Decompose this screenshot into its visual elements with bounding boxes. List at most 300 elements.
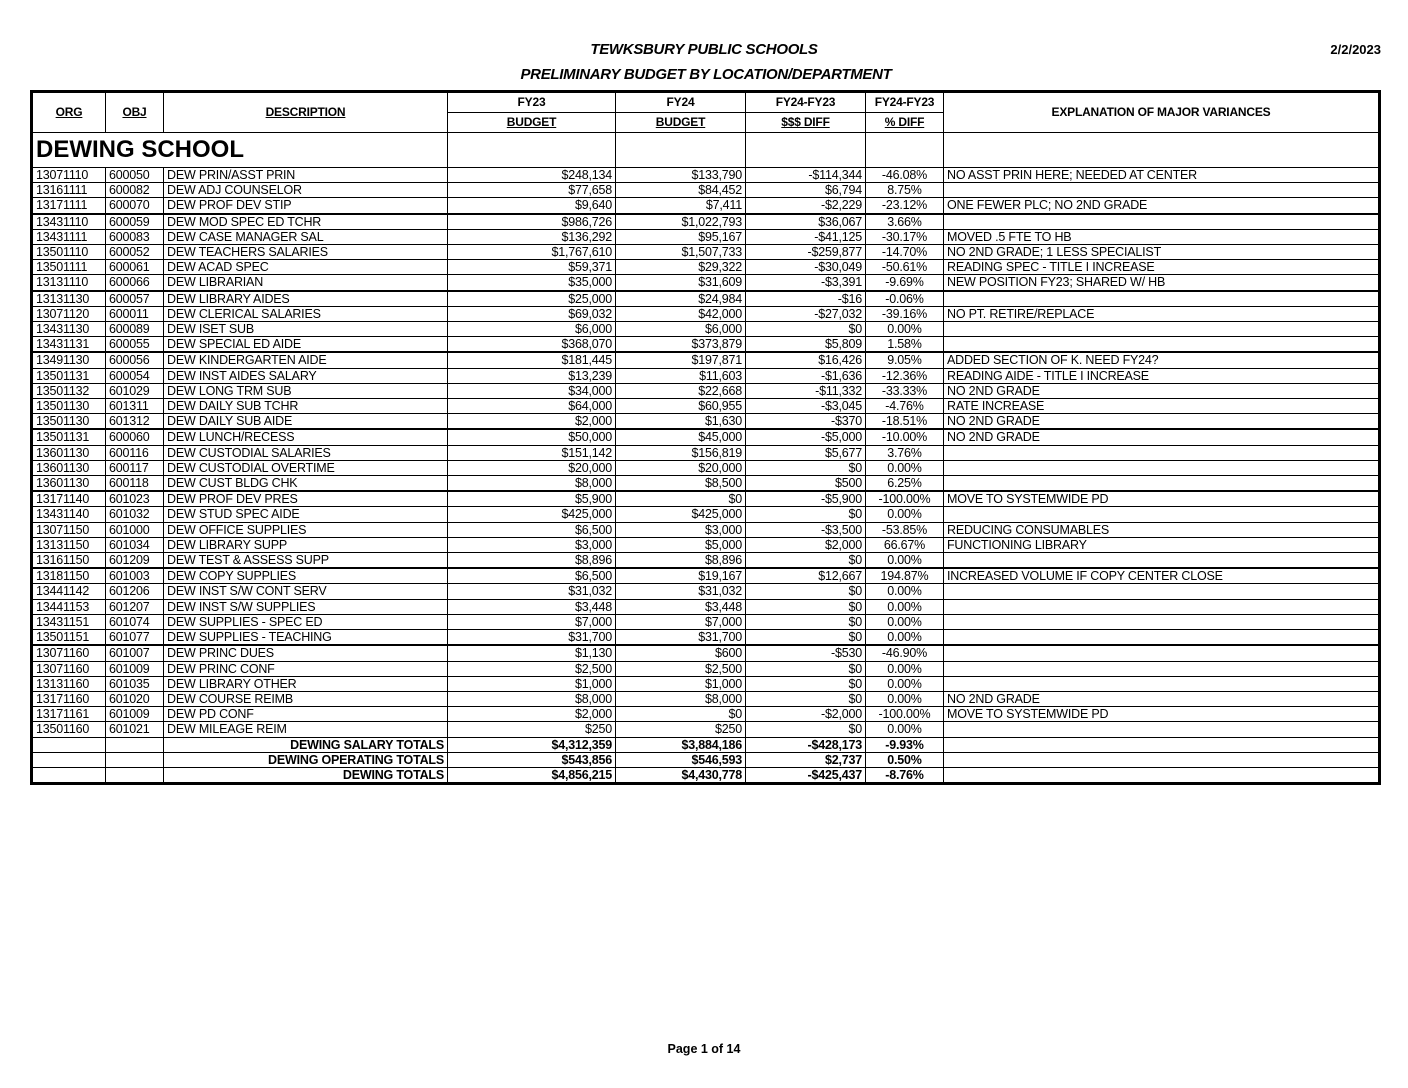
cell-fy23-budget: $986,726 xyxy=(448,214,616,230)
cell-org: 13501131 xyxy=(32,429,106,445)
cell-description: DEW INST S/W SUPPLIES xyxy=(164,599,448,614)
column-header-org: ORG xyxy=(32,92,106,133)
cell-explanation xyxy=(944,584,1380,599)
table-row xyxy=(32,553,1380,569)
cell-fy24-budget: $95,167 xyxy=(616,229,746,244)
cell-dollar-diff: -$16 xyxy=(746,291,866,307)
cell-dollar-diff: $0 xyxy=(746,722,866,737)
cell-org: 13431131 xyxy=(32,337,106,353)
cell-obj: 600117 xyxy=(106,460,164,475)
cell-org-empty xyxy=(32,737,106,752)
table-row xyxy=(32,568,1380,584)
cell-fy24-budget: $1,000 xyxy=(616,676,746,691)
cell-pct-diff: 194.87% xyxy=(866,568,944,584)
cell-fy24-budget: $0 xyxy=(616,491,746,507)
cell-explanation xyxy=(944,322,1380,337)
cell-fy24-budget: $42,000 xyxy=(616,306,746,321)
cell-fy24-budget: $84,452 xyxy=(616,183,746,198)
cell-obj: 600089 xyxy=(106,322,164,337)
cell-dollar-diff: $0 xyxy=(746,553,866,569)
cell-obj: 601009 xyxy=(106,661,164,676)
cell-fy24-budget: $7,000 xyxy=(616,614,746,629)
cell-explanation: READING AIDE - TITLE I INCREASE xyxy=(944,368,1380,383)
cell-fy23-budget: $181,445 xyxy=(448,352,616,368)
cell-explanation xyxy=(944,476,1380,492)
cell-pct-diff: 9.05% xyxy=(866,352,944,368)
table-row xyxy=(32,352,1380,368)
table-row xyxy=(32,522,1380,537)
cell-fy24-budget: $2,500 xyxy=(616,661,746,676)
cell-fy24-budget: $197,871 xyxy=(616,352,746,368)
cell-description: DEW ISET SUB xyxy=(164,322,448,337)
cell-fy24-budget: $5,000 xyxy=(616,537,746,552)
cell-fy24-budget: $156,819 xyxy=(616,445,746,460)
cell-obj: 600116 xyxy=(106,445,164,460)
cell-dollar-diff: $0 xyxy=(746,661,866,676)
cell-org: 13501160 xyxy=(32,722,106,737)
cell-pct-diff: 0.00% xyxy=(866,630,944,646)
cell-description: DEW SPECIAL ED AIDE xyxy=(164,337,448,353)
cell-pct-diff: -46.90% xyxy=(866,645,944,661)
cell-explanation: NO 2ND GRADE xyxy=(944,414,1380,430)
column-subheader-dollar-diff: $$$ DIFF xyxy=(746,113,866,133)
cell-fy24-budget: $29,322 xyxy=(616,260,746,275)
cell-fy23-budget: $77,658 xyxy=(448,183,616,198)
total-dollar-diff: $2,737 xyxy=(746,752,866,767)
table-row xyxy=(32,399,1380,414)
cell-fy24-budget: $31,609 xyxy=(616,275,746,291)
totals-row xyxy=(32,752,1380,767)
table-row xyxy=(32,260,1380,275)
cell-explanation: MOVE TO SYSTEMWIDE PD xyxy=(944,491,1380,507)
cell-org: 13131160 xyxy=(32,676,106,691)
cell-org: 13071160 xyxy=(32,661,106,676)
cell-description: DEW LUNCH/RECESS xyxy=(164,429,448,445)
cell-dollar-diff: $36,067 xyxy=(746,214,866,230)
cell-explanation: NEW POSITION FY23; SHARED W/ HB xyxy=(944,275,1380,291)
total-fy24-budget: $546,593 xyxy=(616,752,746,767)
cell-fy23-budget: $250 xyxy=(448,722,616,737)
cell-description: DEW PD CONF xyxy=(164,707,448,722)
cell-obj: 600056 xyxy=(106,352,164,368)
total-pct-diff: 0.50% xyxy=(866,752,944,767)
cell-fy23-budget: $3,000 xyxy=(448,537,616,552)
cell-obj: 600060 xyxy=(106,429,164,445)
cell-description: DEW DAILY SUB AIDE xyxy=(164,414,448,430)
cell-dollar-diff: $16,426 xyxy=(746,352,866,368)
cell-description: DEW LIBRARY OTHER xyxy=(164,676,448,691)
cell-obj: 600052 xyxy=(106,245,164,260)
cell-pct-diff: -53.85% xyxy=(866,522,944,537)
cell-fy23-budget: $425,000 xyxy=(448,507,616,522)
column-header-pct: FY24-FY23 xyxy=(866,92,944,113)
table-row xyxy=(32,368,1380,383)
cell-fy23-budget: $13,239 xyxy=(448,368,616,383)
table-row xyxy=(32,229,1380,244)
column-subheader-fy24-budget: BUDGET xyxy=(616,113,746,133)
cell-dollar-diff: $500 xyxy=(746,476,866,492)
cell-pct-diff: -23.12% xyxy=(866,198,944,214)
cell-description: DEW TEACHERS SALARIES xyxy=(164,245,448,260)
cell-dollar-diff: -$370 xyxy=(746,414,866,430)
cell-dollar-diff: -$3,391 xyxy=(746,275,866,291)
cell-org: 13161150 xyxy=(32,553,106,569)
cell-dollar-diff: $5,809 xyxy=(746,337,866,353)
cell-explanation: ADDED SECTION OF K. NEED FY24? xyxy=(944,352,1380,368)
cell-description: DEW LIBRARY SUPP xyxy=(164,537,448,552)
cell-explanation xyxy=(944,507,1380,522)
cell-dollar-diff: -$1,636 xyxy=(746,368,866,383)
table-row xyxy=(32,630,1380,646)
cell-obj: 601029 xyxy=(106,383,164,398)
cell-fy23-budget: $59,371 xyxy=(448,260,616,275)
total-pct-diff: -9.93% xyxy=(866,737,944,752)
cell-org: 13131110 xyxy=(32,275,106,291)
cell-dollar-diff: -$30,049 xyxy=(746,260,866,275)
cell-explanation: NO ASST PRIN HERE; NEEDED AT CENTER xyxy=(944,168,1380,183)
cell-obj: 600055 xyxy=(106,337,164,353)
cell-dollar-diff: -$530 xyxy=(746,645,866,661)
cell-dollar-diff: $0 xyxy=(746,630,866,646)
cell-fy23-budget: $1,000 xyxy=(448,676,616,691)
cell-dollar-diff: $0 xyxy=(746,584,866,599)
cell-obj: 600050 xyxy=(106,168,164,183)
cell-description: DEW CUST BLDG CHK xyxy=(164,476,448,492)
cell-org: 13071150 xyxy=(32,522,106,537)
cell-pct-diff: -100.00% xyxy=(866,491,944,507)
cell-fy23-budget: $7,000 xyxy=(448,614,616,629)
cell-description: DEW PRINC DUES xyxy=(164,645,448,661)
table-row xyxy=(32,214,1380,230)
table-row xyxy=(32,383,1380,398)
cell-org: 13171160 xyxy=(32,691,106,706)
cell-dollar-diff: -$2,000 xyxy=(746,707,866,722)
table-row xyxy=(32,460,1380,475)
cell-fy24-budget: $31,700 xyxy=(616,630,746,646)
cell-description: DEW COURSE REIMB xyxy=(164,691,448,706)
cell-org: 13171111 xyxy=(32,198,106,214)
table-row xyxy=(32,691,1380,706)
cell-obj: 601003 xyxy=(106,568,164,584)
cell-pct-diff: 0.00% xyxy=(866,322,944,337)
cell-description: DEW ACAD SPEC xyxy=(164,260,448,275)
cell-fy23-budget: $34,000 xyxy=(448,383,616,398)
table-row xyxy=(32,337,1380,353)
cell-fy23-budget: $25,000 xyxy=(448,291,616,307)
cell-org: 13491130 xyxy=(32,352,106,368)
cell-description: DEW MOD SPEC ED TCHR xyxy=(164,214,448,230)
cell-fy23-budget: $368,070 xyxy=(448,337,616,353)
table-row xyxy=(32,306,1380,321)
cell-fy24-budget: $24,984 xyxy=(616,291,746,307)
cell-dollar-diff: $5,677 xyxy=(746,445,866,460)
column-header-fy24: FY24 xyxy=(616,92,746,113)
cell-fy24-budget: $373,879 xyxy=(616,337,746,353)
cell-fy23-budget: $6,000 xyxy=(448,322,616,337)
cell-dollar-diff: -$27,032 xyxy=(746,306,866,321)
cell-org: 13071120 xyxy=(32,306,106,321)
cell-fy23-budget: $31,032 xyxy=(448,584,616,599)
cell-pct-diff: 0.00% xyxy=(866,691,944,706)
cell-org: 13501131 xyxy=(32,368,106,383)
cell-description: DEW LIBRARIAN xyxy=(164,275,448,291)
column-header-obj: OBJ xyxy=(106,92,164,133)
cell-explanation: READING SPEC - TITLE I INCREASE xyxy=(944,260,1380,275)
cell-description: DEW CASE MANAGER SAL xyxy=(164,229,448,244)
cell-fy24-budget: $8,896 xyxy=(616,553,746,569)
cell-obj: 600083 xyxy=(106,229,164,244)
cell-description: DEW TEST & ASSESS SUPP xyxy=(164,553,448,569)
table-row xyxy=(32,429,1380,445)
report-date: 2/2/2023 xyxy=(1330,42,1381,57)
cell-explanation: NO PT. RETIRE/REPLACE xyxy=(944,306,1380,321)
cell-org: 13601130 xyxy=(32,460,106,475)
table-row xyxy=(32,661,1380,676)
cell-explanation: MOVE TO SYSTEMWIDE PD xyxy=(944,707,1380,722)
table-row xyxy=(32,198,1380,214)
cell-explanation-empty xyxy=(944,752,1380,767)
cell-explanation: NO 2ND GRADE; 1 LESS SPECIALIST xyxy=(944,245,1380,260)
table-row xyxy=(32,676,1380,691)
column-header-description: DESCRIPTION xyxy=(164,92,448,133)
cell-fy23-budget: $50,000 xyxy=(448,429,616,445)
cell-obj: 601000 xyxy=(106,522,164,537)
cell-pct-diff: 8.75% xyxy=(866,183,944,198)
cell-pct-diff: 3.66% xyxy=(866,214,944,230)
cell-pct-diff: -14.70% xyxy=(866,245,944,260)
cell-obj: 601009 xyxy=(106,707,164,722)
total-pct-diff: -8.76% xyxy=(866,767,944,783)
cell-description: DEW PRIN/ASST PRIN xyxy=(164,168,448,183)
cell-fy24-budget: $425,000 xyxy=(616,507,746,522)
cell-description: DEW SUPPLIES - SPEC ED xyxy=(164,614,448,629)
cell-pct-diff: -100.00% xyxy=(866,707,944,722)
column-subheader-fy23-budget: BUDGET xyxy=(448,113,616,133)
cell-description: DEW COPY SUPPLIES xyxy=(164,568,448,584)
cell-obj-empty xyxy=(106,737,164,752)
cell-obj: 601032 xyxy=(106,507,164,522)
cell-explanation xyxy=(944,614,1380,629)
cell-dollar-diff: $0 xyxy=(746,614,866,629)
cell-org: 13431110 xyxy=(32,214,106,230)
cell-pct-diff: 0.00% xyxy=(866,507,944,522)
cell-org: 13171140 xyxy=(32,491,106,507)
cell-fy23-budget: $6,500 xyxy=(448,568,616,584)
cell-fy24-budget: $1,507,733 xyxy=(616,245,746,260)
page-number: Page 1 of 14 xyxy=(667,1042,741,1056)
cell-description: DEW LIBRARY AIDES xyxy=(164,291,448,307)
column-header-fy23: FY23 xyxy=(448,92,616,113)
cell-pct-diff: 3.76% xyxy=(866,445,944,460)
table-row xyxy=(32,322,1380,337)
cell-fy23-budget: $2,000 xyxy=(448,707,616,722)
table-row xyxy=(32,599,1380,614)
cell-org: 13181150 xyxy=(32,568,106,584)
cell-obj: 600070 xyxy=(106,198,164,214)
cell-dollar-diff: -$5,900 xyxy=(746,491,866,507)
table-row xyxy=(32,722,1380,737)
cell-obj: 600057 xyxy=(106,291,164,307)
cell-explanation xyxy=(944,291,1380,307)
cell-fy23-budget: $151,142 xyxy=(448,445,616,460)
cell-pct-diff: -50.61% xyxy=(866,260,944,275)
cell-explanation xyxy=(944,599,1380,614)
cell-dollar-diff: $0 xyxy=(746,676,866,691)
cell-pct-diff: -12.36% xyxy=(866,368,944,383)
table-row xyxy=(32,476,1380,492)
cell-obj: 601209 xyxy=(106,553,164,569)
cell-description: DEW PROF DEV STIP xyxy=(164,198,448,214)
cell-org: 13501130 xyxy=(32,399,106,414)
cell-fy24-budget: $3,000 xyxy=(616,522,746,537)
cell-pct-diff: -10.00% xyxy=(866,429,944,445)
cell-org: 13601130 xyxy=(32,445,106,460)
cell-fy24-budget: $250 xyxy=(616,722,746,737)
cell-description: DEW PRINC CONF xyxy=(164,661,448,676)
cell-pct-diff: -18.51% xyxy=(866,414,944,430)
cell-pct-diff: 0.00% xyxy=(866,599,944,614)
cell-description: DEW ADJ COUNSELOR xyxy=(164,183,448,198)
cell-obj: 601207 xyxy=(106,599,164,614)
cell-fy24-budget: $600 xyxy=(616,645,746,661)
cell-dollar-diff: $0 xyxy=(746,599,866,614)
cell-org: 13131130 xyxy=(32,291,106,307)
cell-pct-diff: -4.76% xyxy=(866,399,944,414)
cell-pct-diff: -33.33% xyxy=(866,383,944,398)
cell-explanation xyxy=(944,645,1380,661)
cell-description: DEW INST S/W CONT SERV xyxy=(164,584,448,599)
cell-description: DEW STUD SPEC AIDE xyxy=(164,507,448,522)
cell-description: DEW PROF DEV PRES xyxy=(164,491,448,507)
cell-org: 13501151 xyxy=(32,630,106,646)
cell-dollar-diff: $0 xyxy=(746,507,866,522)
cell-pct-diff: 0.00% xyxy=(866,460,944,475)
cell-fy24-budget: $8,000 xyxy=(616,691,746,706)
cell-org: 13501132 xyxy=(32,383,106,398)
cell-fy23-budget: $8,000 xyxy=(448,691,616,706)
cell-pct-diff: 0.00% xyxy=(866,553,944,569)
cell-description: DEW DAILY SUB TCHR xyxy=(164,399,448,414)
cell-org: 13501110 xyxy=(32,245,106,260)
totals-row xyxy=(32,737,1380,752)
report-subtitle: PRELIMINARY BUDGET BY LOCATION/DEPARTMENT xyxy=(520,66,892,83)
report-title: TEWKSBURY PUBLIC SCHOOLS xyxy=(590,41,818,58)
cell-fy24-budget: $11,603 xyxy=(616,368,746,383)
cell-explanation: ONE FEWER PLC; NO 2ND GRADE xyxy=(944,198,1380,214)
cell-fy23-budget: $20,000 xyxy=(448,460,616,475)
table-row xyxy=(32,291,1380,307)
cell-org: 13071110 xyxy=(32,168,106,183)
cell-org: 13441153 xyxy=(32,599,106,614)
cell-pct-diff: 0.00% xyxy=(866,584,944,599)
cell-dollar-diff: -$41,125 xyxy=(746,229,866,244)
cell-description: DEW CLERICAL SALARIES xyxy=(164,306,448,321)
cell-org: 13431151 xyxy=(32,614,106,629)
cell-dollar-diff: -$11,332 xyxy=(746,383,866,398)
cell-obj: 601021 xyxy=(106,722,164,737)
totals-label: DEWING TOTALS xyxy=(164,767,448,783)
cell-org: 13131150 xyxy=(32,537,106,552)
column-header-explanation: EXPLANATION OF MAJOR VARIANCES xyxy=(944,92,1380,133)
cell-obj: 601074 xyxy=(106,614,164,629)
cell-pct-diff: 0.00% xyxy=(866,661,944,676)
cell-obj: 600011 xyxy=(106,306,164,321)
table-row xyxy=(32,245,1380,260)
cell-explanation xyxy=(944,460,1380,475)
cell-obj: 601077 xyxy=(106,630,164,646)
cell-pct-diff: -30.17% xyxy=(866,229,944,244)
cell-pct-diff: 0.00% xyxy=(866,722,944,737)
cell-obj: 601023 xyxy=(106,491,164,507)
cell-dollar-diff: -$3,045 xyxy=(746,399,866,414)
cell-dollar-diff: $0 xyxy=(746,691,866,706)
cell-obj: 601034 xyxy=(106,537,164,552)
cell-org-empty xyxy=(32,752,106,767)
column-header-diff: FY24-FY23 xyxy=(746,92,866,113)
table-row xyxy=(32,537,1380,552)
cell-obj: 600054 xyxy=(106,368,164,383)
cell-explanation xyxy=(944,553,1380,569)
budget-table xyxy=(30,90,1381,785)
cell-pct-diff: 0.00% xyxy=(866,676,944,691)
cell-fy23-budget: $2,000 xyxy=(448,414,616,430)
cell-org: 13501111 xyxy=(32,260,106,275)
cell-description: DEW OFFICE SUPPLIES xyxy=(164,522,448,537)
cell-explanation: NO 2ND GRADE xyxy=(944,429,1380,445)
cell-description: DEW CUSTODIAL SALARIES xyxy=(164,445,448,460)
cell-fy24-budget: $45,000 xyxy=(616,429,746,445)
cell-obj: 600118 xyxy=(106,476,164,492)
cell-explanation: MOVED .5 FTE TO HB xyxy=(944,229,1380,244)
total-dollar-diff: -$428,173 xyxy=(746,737,866,752)
cell-fy23-budget: $8,896 xyxy=(448,553,616,569)
cell-description: DEW CUSTODIAL OVERTIME xyxy=(164,460,448,475)
cell-obj: 600059 xyxy=(106,214,164,230)
cell-explanation: RATE INCREASE xyxy=(944,399,1380,414)
cell-org: 13071160 xyxy=(32,645,106,661)
cell-pct-diff: 66.67% xyxy=(866,537,944,552)
cell-dollar-diff: $2,000 xyxy=(746,537,866,552)
cell-pct-diff: -9.69% xyxy=(866,275,944,291)
cell-org: 13431111 xyxy=(32,229,106,244)
total-dollar-diff: -$425,437 xyxy=(746,767,866,783)
cell-dollar-diff: -$2,229 xyxy=(746,198,866,214)
totals-label: DEWING OPERATING TOTALS xyxy=(164,752,448,767)
cell-org: 13431140 xyxy=(32,507,106,522)
cell-obj: 600061 xyxy=(106,260,164,275)
cell-description: DEW INST AIDES SALARY xyxy=(164,368,448,383)
cell-dollar-diff: $6,794 xyxy=(746,183,866,198)
cell-org: 13431130 xyxy=(32,322,106,337)
table-row xyxy=(32,168,1380,183)
cell-description: DEW MILEAGE REIM xyxy=(164,722,448,737)
cell-fy24-budget: $1,630 xyxy=(616,414,746,430)
table-row xyxy=(32,707,1380,722)
table-row xyxy=(32,614,1380,629)
section-title: DEWING SCHOOL xyxy=(32,133,448,168)
table-row xyxy=(32,491,1380,507)
table-row xyxy=(32,414,1380,430)
cell-obj: 601311 xyxy=(106,399,164,414)
cell-obj: 601020 xyxy=(106,691,164,706)
table-row xyxy=(32,275,1380,291)
cell-fy23-budget: $64,000 xyxy=(448,399,616,414)
cell-obj: 600082 xyxy=(106,183,164,198)
total-fy23-budget: $4,856,215 xyxy=(448,767,616,783)
cell-dollar-diff: -$259,877 xyxy=(746,245,866,260)
cell-explanation xyxy=(944,337,1380,353)
cell-org: 13161111 xyxy=(32,183,106,198)
